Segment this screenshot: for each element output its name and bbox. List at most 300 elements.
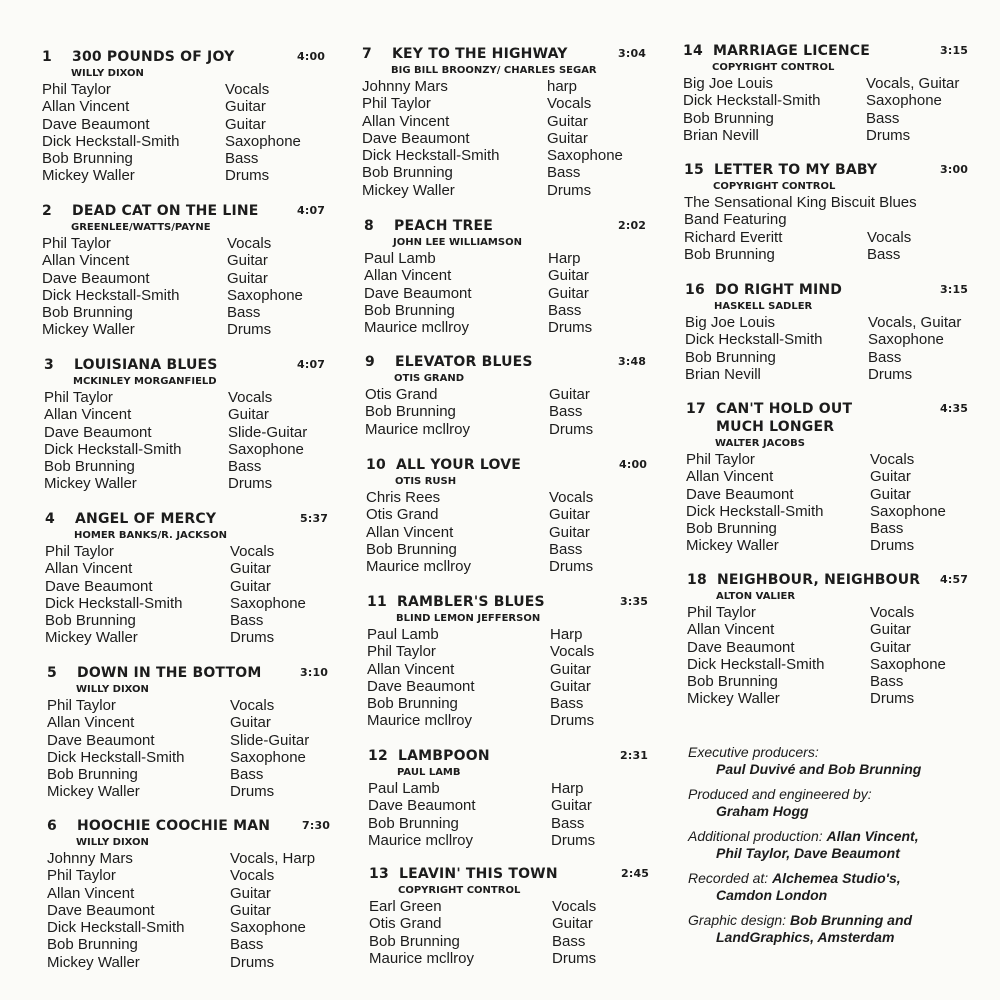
personnel-row (364, 301, 582, 319)
instrument: Guitar (549, 386, 590, 403)
track-number: 16 (685, 282, 705, 298)
composer-credit: GREENLEE/WATTS/PAYNE (71, 222, 211, 233)
musician-name: Earl Green (369, 898, 442, 915)
instrument: Vocals (228, 389, 273, 406)
instrument: Drums (549, 558, 594, 576)
credit-value-inline: Bob Brunning and (789, 912, 913, 928)
track-number: 15 (684, 162, 704, 178)
track-entry (47, 818, 331, 971)
instrument: Vocals (870, 451, 915, 468)
musician-name: Dick Heckstall-Smith (44, 440, 182, 458)
personnel-row (364, 319, 593, 337)
track-entry (364, 218, 647, 337)
instrument: harp (547, 78, 578, 95)
instrument: Slide-Guitar (228, 423, 308, 441)
personnel-row (42, 115, 266, 133)
track-number: 8 (364, 218, 374, 234)
personnel-row (366, 506, 590, 524)
personnel-row (683, 92, 942, 110)
musician-name: Otis Grand (369, 915, 442, 933)
personnel-row (687, 621, 911, 639)
personnel-row (42, 81, 270, 98)
instrument: Guitar (547, 112, 588, 130)
musician-name: Phil Taylor (686, 451, 755, 468)
credit-label-line (688, 912, 921, 929)
instrument: Vocals (867, 228, 912, 246)
musician-name: Bob Brunning (362, 164, 453, 182)
personnel-row (687, 604, 915, 621)
instrument: Vocals (552, 898, 597, 915)
personnel-row (47, 748, 306, 766)
musician-name: Bob Brunning (47, 766, 138, 784)
track-header (44, 357, 326, 375)
musician-name: Maurice mcllroy (369, 949, 475, 967)
instrument: Vocals (547, 95, 592, 113)
instrument: Vocals (230, 543, 275, 560)
track-title: DOWN IN THE BOTTOM (77, 665, 262, 681)
musician-name: Chris Rees (366, 489, 441, 506)
track-entry (687, 572, 969, 708)
instrument: Drums (550, 712, 595, 730)
instrument: Bass (868, 348, 902, 366)
instrument: Bass (550, 695, 584, 713)
musician-name: Otis Grand (365, 386, 438, 403)
personnel-row (42, 269, 268, 287)
instrument: Saxophone (227, 286, 303, 304)
track-title: HOOCHIE COOCHIE MAN (77, 818, 271, 834)
instrument: Bass (227, 304, 261, 322)
personnel-row (367, 712, 595, 730)
composer-credit: BLIND LEMON JEFFERSON (396, 613, 541, 624)
track-duration: 7:30 (302, 819, 331, 832)
personnel-row (369, 949, 597, 967)
musician-name: Phil Taylor (42, 235, 111, 252)
personnel-row (45, 629, 275, 647)
credit-value: Paul Duvivé and Bob Brunning (716, 761, 922, 777)
personnel-row (44, 423, 308, 441)
musician-name: Mickey Waller (47, 783, 140, 801)
personnel-row (686, 451, 915, 468)
track-title: 300 POUNDS OF JOY (72, 49, 235, 65)
musician-name: Dave Beaumont (45, 577, 153, 595)
musician-name: Dave Beaumont (47, 901, 155, 919)
track-title-line2: MUCH LONGER (716, 419, 835, 435)
personnel-row (686, 537, 915, 555)
credit-label: Additional production: (688, 828, 827, 844)
track-number: 3 (44, 357, 54, 373)
musician-name: Dave Beaumont (44, 423, 152, 441)
musician-name: Allan Vincent (47, 884, 135, 902)
instrument: Vocals (227, 235, 272, 252)
personnel-row (42, 321, 272, 339)
musician-name: Dick Heckstall-Smith (47, 748, 185, 766)
track-number: 9 (365, 354, 375, 370)
musician-name: Bob Brunning (44, 458, 135, 476)
musician-name: Dave Beaumont (686, 485, 794, 503)
musician-name: Dick Heckstall-Smith (683, 92, 821, 110)
instrument: Harp (551, 780, 584, 797)
personnel-row (687, 690, 915, 708)
credit-label: Executive producers: (688, 744, 819, 760)
personnel-row (687, 638, 911, 656)
instrument: Guitar (550, 677, 591, 695)
credit-label-line (688, 744, 921, 761)
instrument: Drums (870, 690, 915, 708)
personnel-row (685, 331, 944, 349)
track-number: 7 (362, 46, 372, 62)
instrument: Guitar (230, 714, 271, 732)
instrument: Guitar (551, 797, 592, 815)
instrument: Drums (549, 420, 594, 438)
instrument: Guitar (548, 267, 589, 285)
musician-name: Bob Brunning (369, 932, 460, 950)
credit-value: Graham Hogg (716, 803, 809, 819)
credit-label: Graphic design: (688, 912, 790, 928)
personnel-row (42, 167, 270, 185)
instrument: Drums (551, 831, 596, 849)
personnel-row (367, 660, 591, 678)
musician-name: Phil Taylor (362, 95, 431, 113)
musician-name: Phil Taylor (47, 867, 116, 885)
personnel-row (686, 520, 904, 538)
credit-entry (688, 744, 921, 778)
musician-name: Bob Brunning (683, 109, 774, 127)
instrument: Saxophone (228, 440, 304, 458)
musician-name: Dick Heckstall-Smith (362, 147, 500, 165)
instrument: Saxophone (230, 594, 306, 612)
personnel-row (365, 403, 583, 421)
musician-name: Allan Vincent (686, 468, 774, 486)
track-number: 14 (683, 43, 703, 59)
personnel-row (683, 109, 900, 127)
musician-name: Phil Taylor (45, 543, 114, 560)
track-duration: 3:04 (618, 47, 647, 60)
instrument: Bass (228, 458, 262, 476)
personnel-row (685, 314, 962, 331)
personnel-row (685, 365, 913, 383)
personnel-row (368, 814, 585, 832)
musician-name: Dick Heckstall-Smith (686, 502, 824, 520)
musician-name: Mickey Waller (686, 537, 779, 555)
instrument: Harp (548, 250, 581, 267)
musician-name: Mickey Waller (44, 475, 137, 493)
track-duration: 5:37 (300, 512, 329, 525)
composer-credit: COPYRIGHT CONTROL (712, 62, 835, 73)
personnel-row (362, 113, 597, 130)
instrument: Drums (227, 321, 272, 339)
personnel-row (369, 932, 586, 950)
track-title: LAMBPOON (398, 748, 490, 764)
personnel-row (362, 147, 623, 165)
credit-value: LandGraphics, Amsterdam (716, 929, 895, 945)
track-entry (42, 203, 326, 339)
personnel-row (686, 468, 911, 486)
track-duration: 3:48 (618, 355, 647, 368)
track-entry (365, 354, 647, 438)
instrument: Guitar (227, 252, 268, 270)
musician-name: Band Featuring (684, 211, 787, 229)
instrument: Guitar (549, 506, 590, 524)
personnel-row (47, 953, 275, 971)
instrument: Guitar (870, 638, 911, 656)
track-header (362, 46, 647, 64)
instrument: Drums (868, 365, 913, 383)
composer-credit: BIG BILL BROONZY/ CHARLES SEGAR (391, 65, 597, 76)
instrument: Bass (230, 936, 264, 954)
track-duration: 3:15 (940, 44, 969, 57)
track-header (47, 665, 329, 683)
personnel-row (365, 420, 594, 438)
track-header (42, 49, 326, 67)
track-header (687, 572, 969, 590)
instrument: Guitar (547, 129, 588, 147)
personnel-row (367, 695, 584, 713)
musician-name: Bob Brunning (42, 304, 133, 322)
instrument: Bass (870, 673, 904, 691)
instrument: Drums (870, 537, 915, 555)
musician-name: Dave Beaumont (364, 284, 472, 302)
personnel-row (47, 884, 271, 902)
instrument: Guitar (230, 577, 271, 595)
instrument: Bass (548, 301, 582, 319)
instrument: Saxophone (230, 748, 306, 766)
instrument: Drums (225, 167, 270, 185)
personnel-row (366, 540, 583, 558)
musician-name: Brian Nevill (683, 126, 759, 144)
instrument: Guitar (550, 660, 591, 678)
instrument: Saxophone (866, 92, 942, 110)
musician-name: Bob Brunning (364, 301, 455, 319)
instrument: Vocals, Harp (230, 850, 316, 867)
musician-name: Bob Brunning (47, 936, 138, 954)
track-entry (362, 46, 647, 199)
track-number: 11 (367, 594, 387, 610)
personnel-row (362, 95, 597, 112)
musician-name: Dave Beaumont (362, 129, 470, 147)
track-header (47, 818, 331, 836)
personnel-row (364, 267, 589, 285)
instrument: Guitar (230, 901, 271, 919)
personnel-row (42, 98, 266, 116)
musician-name: Phil Taylor (367, 643, 436, 661)
track-entry (367, 594, 649, 730)
musician-name: Allan Vincent (44, 406, 132, 424)
track-duration: 3:15 (940, 283, 969, 296)
personnel-row (364, 284, 589, 302)
musician-name: Big Joe Louis (683, 75, 774, 92)
instrument: Bass (225, 150, 259, 168)
instrument: Bass (549, 403, 583, 421)
personnel-row (45, 612, 264, 630)
musician-name: Dave Beaumont (687, 638, 795, 656)
personnel-row (366, 558, 594, 576)
track-header (364, 218, 647, 236)
personnel-row (44, 406, 269, 424)
musician-name: Dick Heckstall-Smith (42, 286, 180, 304)
track-entry (684, 162, 969, 263)
instrument: Guitar (870, 621, 911, 639)
track-duration: 4:35 (940, 402, 969, 415)
credit-value: Camdon London (716, 887, 828, 903)
musician-name: Bob Brunning (685, 348, 776, 366)
track-duration: 2:31 (620, 749, 649, 762)
track-duration: 4:57 (940, 573, 969, 586)
musician-name: The Sensational King Biscuit Blues (684, 194, 917, 211)
track-title: KEY TO THE HIGHWAY (392, 46, 568, 62)
personnel-row (684, 194, 917, 211)
musician-name: Allan Vincent (42, 252, 130, 270)
musician-name: Dick Heckstall-Smith (685, 331, 823, 349)
musician-name: Bob Brunning (686, 520, 777, 538)
composer-credit: HOMER BANKS/R. JACKSON (74, 530, 227, 541)
musician-name: Maurice mcllroy (367, 712, 473, 730)
personnel-row (44, 389, 273, 406)
personnel-row (47, 731, 310, 749)
track-number: 10 (366, 457, 386, 473)
musician-name: Paul Lamb (364, 250, 436, 267)
track-title: ELEVATOR BLUES (395, 354, 533, 370)
musician-name: Allan Vincent (366, 523, 454, 541)
musician-name: Mickey Waller (45, 629, 138, 647)
track-entry (42, 49, 326, 185)
musician-name: Bob Brunning (368, 814, 459, 832)
track-header (684, 162, 969, 180)
track-title: ANGEL OF MERCY (75, 511, 217, 527)
personnel-row (362, 182, 597, 199)
track-header (683, 43, 969, 61)
musician-name: Dick Heckstall-Smith (47, 919, 185, 937)
instrument: Bass (549, 540, 583, 558)
instrument: Guitar (552, 915, 593, 933)
musician-name: Mickey Waller (42, 167, 135, 185)
personnel-row (366, 523, 590, 541)
personnel-row (362, 164, 597, 181)
musician-name: Bob Brunning (366, 540, 457, 558)
personnel-row (42, 304, 261, 322)
composer-credit: WALTER JACOBS (715, 438, 805, 449)
instrument: Guitar (230, 884, 271, 902)
musician-name: Big Joe Louis (685, 314, 776, 331)
instrument: Guitar (230, 560, 271, 578)
personnel-row (684, 245, 901, 263)
musician-name: Dave Beaumont (42, 115, 150, 133)
musician-name: Dick Heckstall-Smith (687, 655, 825, 673)
credits-block (688, 744, 921, 954)
track-entry (368, 748, 649, 849)
instrument: Drums (230, 629, 275, 647)
track-entry (685, 282, 969, 383)
track-header-continued (686, 419, 835, 437)
instrument: Saxophone (868, 331, 944, 349)
musician-name: Maurice mcllroy (364, 319, 470, 337)
track-header (42, 203, 326, 221)
personnel-row (683, 75, 960, 92)
personnel-row (42, 235, 272, 252)
track-title: LETTER TO MY BABY (714, 162, 878, 178)
instrument: Saxophone (547, 147, 623, 165)
personnel-row (362, 78, 597, 95)
musician-name: Allan Vincent (687, 621, 775, 639)
musician-name: Richard Everitt (684, 228, 783, 246)
personnel-row (47, 783, 275, 801)
musician-name: Bob Brunning (365, 403, 456, 421)
credit-label-line (688, 828, 921, 845)
instrument: Bass (547, 164, 581, 182)
personnel-row (47, 766, 264, 784)
instrument: Drums (230, 783, 275, 801)
instrument: Harp (550, 626, 583, 643)
personnel-row (368, 797, 592, 815)
musician-name: Maurice mcllroy (366, 558, 472, 576)
instrument: Saxophone (225, 132, 301, 150)
track-duration: 2:45 (621, 867, 650, 880)
instrument: Guitar (225, 98, 266, 116)
musician-name: Mickey Waller (687, 690, 780, 708)
track-title: RAMBLER'S BLUES (397, 594, 545, 610)
personnel-row (367, 677, 591, 695)
musician-name: Dave Beaumont (367, 677, 475, 695)
musician-name: Otis Grand (366, 506, 439, 524)
instrument: Saxophone (870, 655, 946, 673)
musician-name: Allan Vincent (362, 112, 450, 130)
track-entry (44, 357, 326, 493)
musician-name: Bob Brunning (684, 245, 775, 263)
personnel-row (687, 673, 904, 691)
composer-credit: WILLY DIXON (76, 837, 149, 848)
track-header (685, 282, 969, 300)
musician-name: Dick Heckstall-Smith (42, 132, 180, 150)
personnel-row (47, 919, 306, 937)
musician-name: Dave Beaumont (42, 269, 150, 287)
musician-name: Brian Nevill (685, 365, 761, 383)
track-duration: 4:07 (297, 204, 326, 217)
instrument: Bass (552, 932, 586, 950)
track-duration: 4:00 (297, 50, 326, 63)
credit-label: Recorded at: (688, 870, 773, 886)
instrument: Vocals (225, 81, 270, 98)
track-duration: 4:07 (297, 358, 326, 371)
instrument: Vocals (549, 489, 594, 506)
personnel-row (44, 458, 262, 476)
personnel-row (47, 867, 275, 885)
credit-value: Phil Taylor, Dave Beaumont (716, 845, 900, 861)
musician-name: Bob Brunning (367, 695, 458, 713)
composer-credit: OTIS GRAND (394, 373, 465, 384)
musician-name: Allan Vincent (42, 98, 130, 116)
personnel-row (684, 211, 835, 228)
instrument: Guitar (870, 468, 911, 486)
personnel-row (684, 228, 912, 246)
track-duration: 3:10 (300, 666, 329, 679)
personnel-row (368, 831, 596, 849)
composer-credit: OTIS RUSH (395, 476, 457, 487)
credit-label-line (688, 870, 921, 887)
track-header (365, 354, 647, 372)
personnel-row (42, 132, 301, 150)
track-header (369, 866, 650, 884)
instrument: Saxophone (870, 502, 946, 520)
track-duration: 2:02 (618, 219, 647, 232)
track-entry (366, 457, 648, 576)
track-title: MARRIAGE LICENCE (713, 43, 871, 59)
credit-label: Produced and engineered by: (688, 786, 872, 802)
instrument: Vocals (230, 867, 275, 885)
instrument: Vocals (550, 643, 595, 661)
credit-entry (688, 870, 921, 904)
track-title: LEAVIN' THIS TOWN (399, 866, 558, 882)
track-title: DEAD CAT ON THE LINE (72, 203, 259, 219)
credit-value-inline: Alchemea Studio's, (772, 870, 901, 886)
